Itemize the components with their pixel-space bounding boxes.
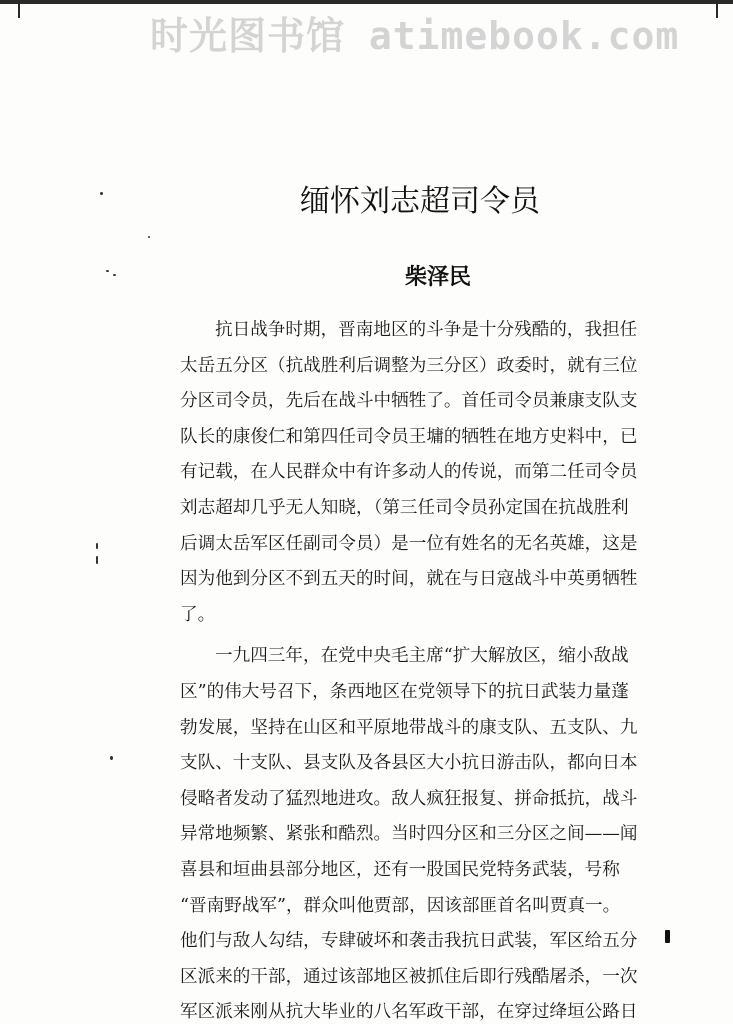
text-line: 侵略者发动了猛烈地进攻。敌人疯狂报复、拼命抵抗，战斗 [180, 788, 638, 809]
paragraph [180, 313, 700, 633]
text-line: 因为他到分区不到五天的时间，就在与日寇战斗中英勇牺牲 [180, 569, 638, 590]
scan-speck [113, 274, 116, 276]
text-line: 勃发展，坚持在山区和平原地带战斗的康支队、五支队、九 [180, 717, 638, 738]
text-line: 太岳五分区（抗战胜利后调整为三分区）政委时，就有三位 [180, 355, 638, 376]
text-line: 喜县和垣曲县部分地区，还有一股国民党特务武装，号称 [180, 859, 620, 880]
text-line: 有记载，在人民群众中有许多动人的传说，而第二任司令员 [180, 462, 638, 483]
page-marker [665, 930, 670, 943]
text-line: 他们与敌人勾结，专肆破坏和袭击我抗日武装，军区给五分 [180, 931, 638, 952]
author-name: 柴泽民 [405, 265, 472, 290]
paragraph [180, 639, 700, 1031]
scan-speck [148, 236, 150, 238]
top-border [0, 0, 733, 4]
watermark: 时光图书馆 atimebook.com [150, 14, 680, 58]
text-line: “晋南野战军”，群众叫他贾部，因该部匪首名叫贾真一。 [180, 895, 621, 916]
scan-speck [110, 756, 113, 760]
text-line: 队长的康俊仁和第四任司令员王墉的牺牲在地方史料中，已 [180, 426, 638, 447]
scan-speck [100, 192, 103, 195]
text-line: 后调太岳军区任副司令员）是一位有姓名的无名英雄，这是 [180, 533, 638, 554]
text-line: 抗日战争时期，晋南地区的斗争是十分残酷的，我担任 [215, 320, 638, 340]
scan-speck [106, 270, 109, 272]
text-line: 支队、十支队、县支队及各县区大小抗日游击队，都向日本 [180, 753, 638, 774]
top-tick-mark [18, 4, 20, 18]
text-line: 区”的伟大号召下，条西地区在党领导下的抗日武装力量蓬 [180, 681, 629, 702]
text-line: 一九四三年，在党中央毛主席“扩大解放区，缩小敌战 [215, 646, 629, 667]
text-line: 了。 [180, 604, 216, 625]
text-line: 分区司令员，先后在战斗中牺牲了。首任司令员兼康支队支 [180, 391, 638, 412]
text-line: 异常地频繁、紧张和酷烈。当时四分区和三分区之间——闻 [180, 824, 638, 845]
text-line: 刘志超却几乎无人知晓，（第三任司令员孙定国在抗战胜利 [180, 497, 629, 518]
article-body [180, 313, 700, 1031]
text-line: 军区派来刚从抗大毕业的八名军政干部，在穿过绛垣公路日 [180, 1002, 638, 1023]
article-title: 缅怀刘志超司令员 [300, 184, 540, 219]
scan-speck [96, 543, 98, 549]
scan-speck [96, 556, 98, 564]
text-line: 区派来的干部，通过该部地区被抓住后即行残酷屠杀，一次 [180, 966, 638, 987]
